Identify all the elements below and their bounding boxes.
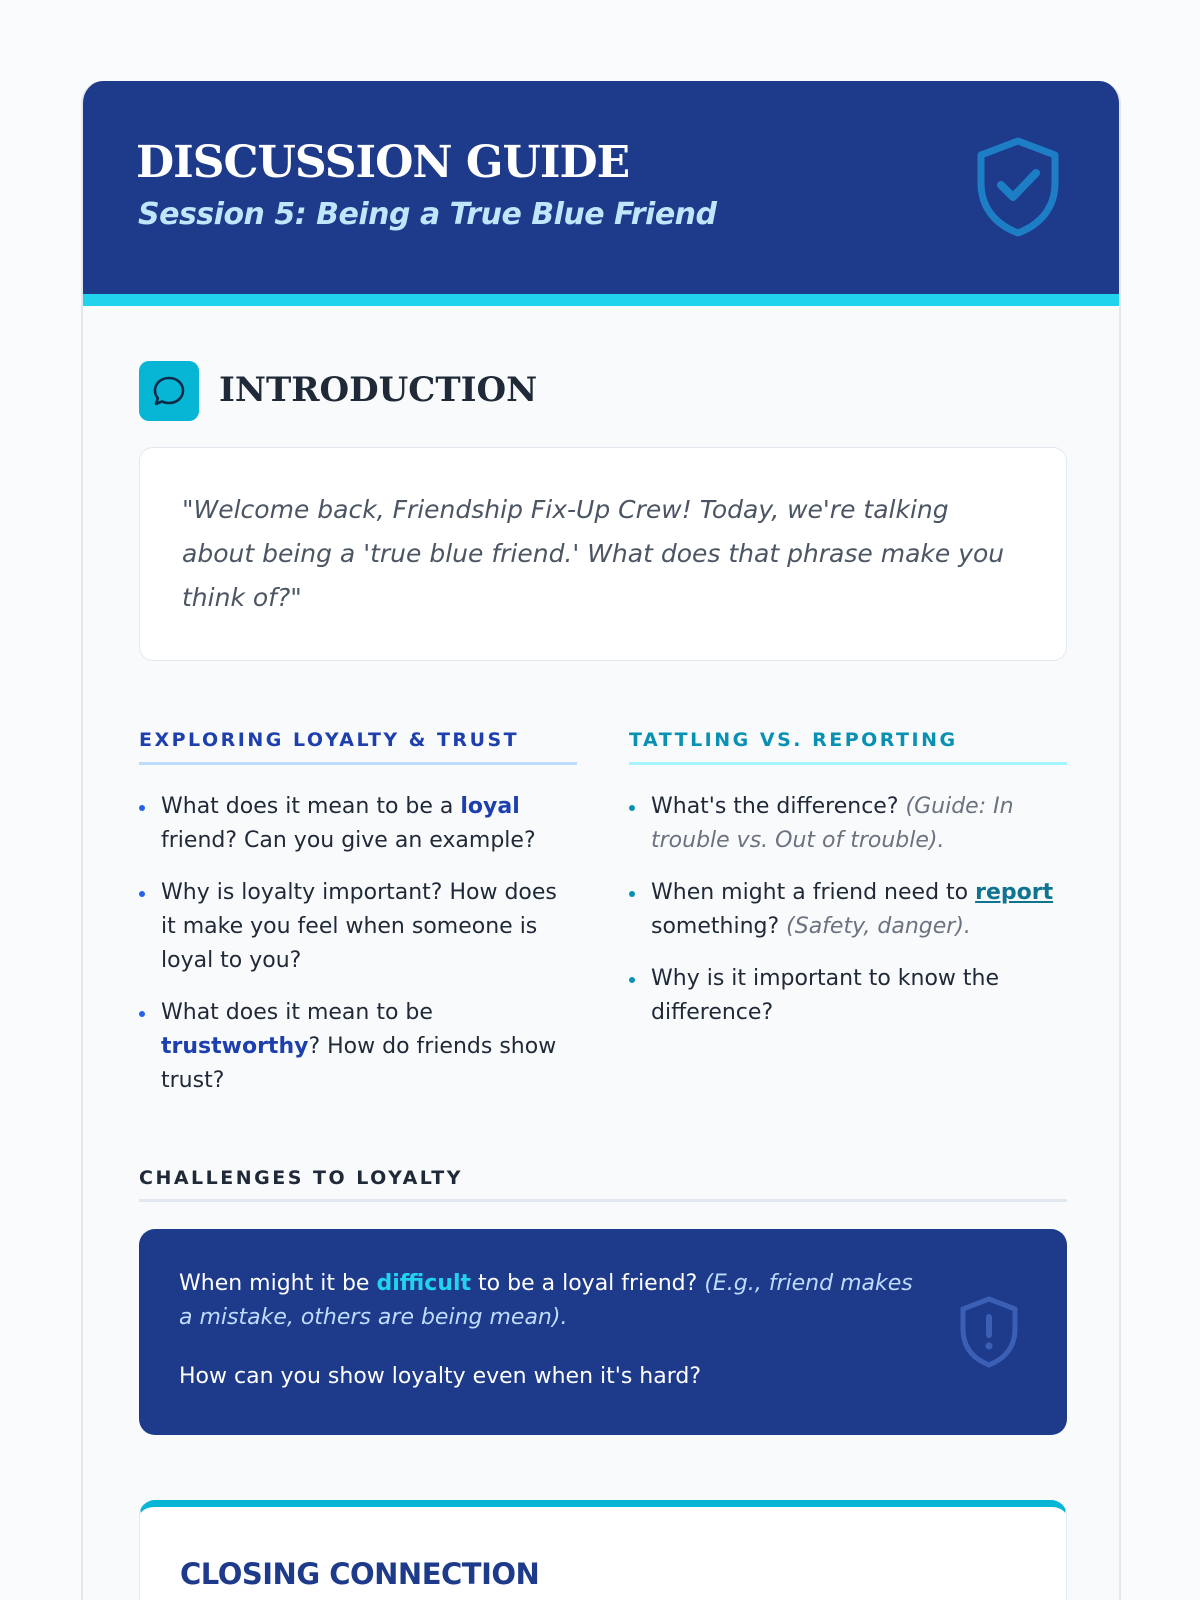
closing-title: CLOSING CONNECTION — [180, 1557, 540, 1591]
keyword: trustworthy — [161, 1034, 309, 1059]
list-item: What's the difference? (Guide: In trouble vs. Out of trouble). — [629, 790, 1067, 858]
challenges-box — [139, 1229, 1067, 1435]
chat-bubble-icon — [139, 361, 199, 421]
challenges-divider — [139, 1199, 1067, 1202]
loyalty-question-list — [139, 790, 577, 1116]
guide-header — [83, 81, 1119, 306]
introduction-title: INTRODUCTION — [219, 370, 538, 410]
keyword: difficult — [376, 1271, 472, 1296]
list-item: What does it mean to be trustworthy? How do friends show trust? — [139, 996, 577, 1098]
list-item: Why is loyalty important? How does it make you feel when someone is loyal to you? — [139, 876, 577, 978]
loyalty-divider — [139, 762, 577, 765]
closing-box — [139, 1500, 1067, 1600]
keyword: loyal — [460, 794, 520, 819]
tattling-question-list — [629, 790, 1067, 1048]
challenge-question-1: When might it be difficult to be a loyal friend? (E.g., friend makes a mistake, others are being mean). — [179, 1271, 913, 1330]
challenges-heading: CHALLENGES TO LOYALTY — [139, 1167, 463, 1189]
page-title: DISCUSSION GUIDE — [136, 137, 630, 188]
shield-check-icon — [973, 135, 1063, 237]
list-item: When might a friend need to report something? (Safety, danger). — [629, 876, 1067, 944]
intro-quote: "Welcome back, Friendship Fix-Up Crew! Today, we're talking about being a 'true blue friend.' What does that phrase make you think of?" — [182, 495, 1005, 612]
guide-note: (Safety, danger). — [786, 914, 971, 939]
discussion-guide-card — [81, 81, 1121, 1600]
guide-note: (Guide: In trouble vs. Out of trouble). — [651, 794, 1014, 853]
intro-quote-box — [139, 447, 1067, 661]
example-note: (E.g., friend makes a mistake, others are being mean). — [179, 1271, 913, 1330]
list-item: Why is it important to know the difference? — [629, 962, 1067, 1030]
tattling-heading: TATTLING VS. REPORTING — [629, 729, 958, 751]
keyword: report — [975, 880, 1054, 905]
challenge-question-2: How can you show loyalty even when it's hard? — [179, 1364, 701, 1389]
shield-alert-icon — [957, 1295, 1021, 1369]
tattling-divider — [629, 762, 1067, 765]
list-item: What does it mean to be a loyal friend? Can you give an example? — [139, 790, 577, 858]
session-subtitle: Session 5: Being a True Blue Friend — [138, 197, 717, 232]
loyalty-heading: EXPLORING LOYALTY & TRUST — [139, 729, 520, 751]
